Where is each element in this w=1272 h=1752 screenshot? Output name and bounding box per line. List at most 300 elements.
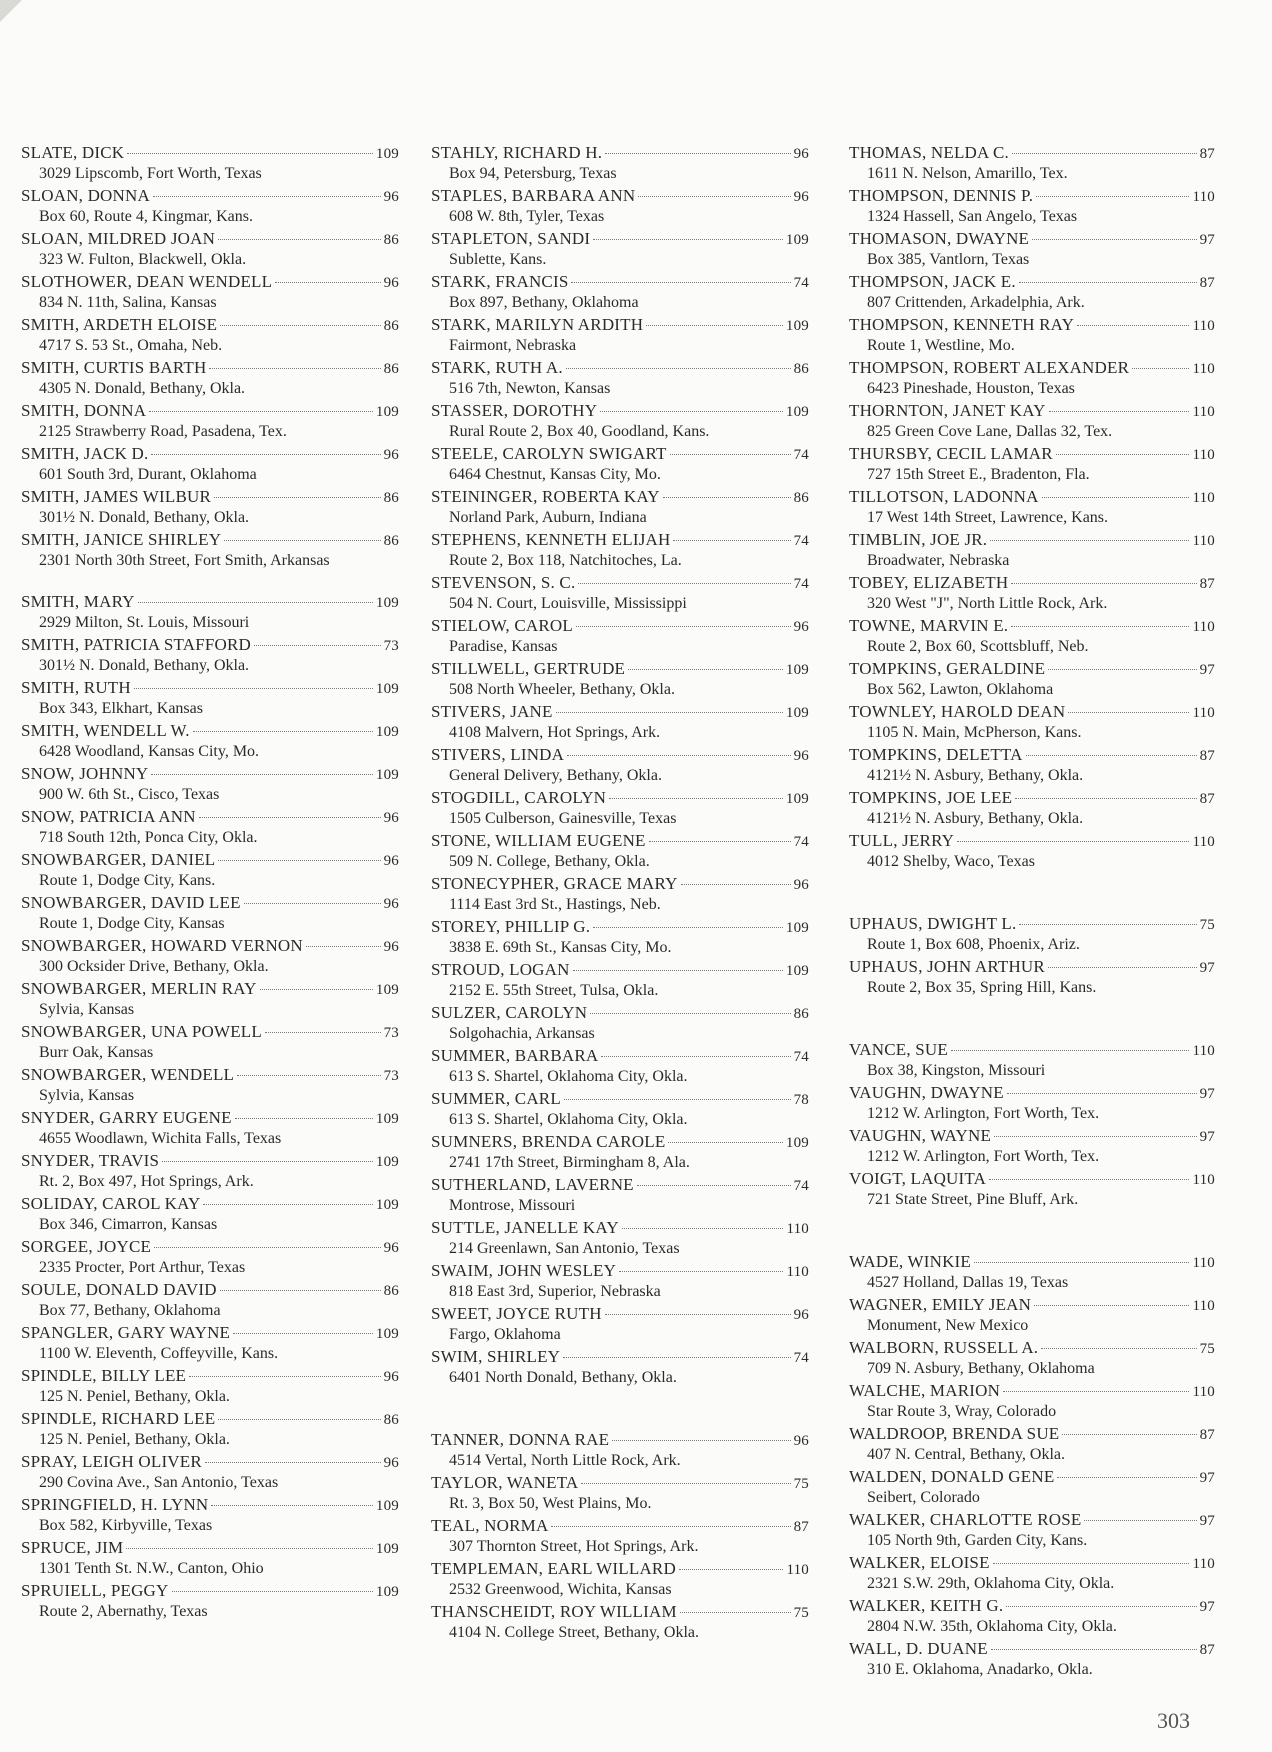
- directory-entry: [431, 1304, 809, 1347]
- page-reference: 109: [375, 1111, 399, 1127]
- student-name: STARK, FRANCIS: [431, 272, 569, 291]
- student-name: THOMPSON, KENNETH RAY: [849, 315, 1075, 334]
- student-address: 709 N. Asbury, Bethany, Oklahoma: [867, 1360, 1095, 1377]
- dot-leader: [951, 1050, 1189, 1051]
- entry-name-line: [21, 721, 399, 742]
- directory-entry: [21, 721, 399, 764]
- directory-entry: [849, 616, 1215, 659]
- student-name: SMITH, DONNA: [21, 401, 147, 420]
- student-address: 4655 Woodlawn, Wichita Falls, Texas: [39, 1130, 282, 1147]
- dot-leader: [126, 1548, 373, 1549]
- directory-entry: [849, 229, 1215, 272]
- directory-entry: [431, 1003, 809, 1046]
- student-address: 1105 N. Main, McPherson, Kans.: [867, 724, 1082, 741]
- entry-name-line: [21, 936, 399, 957]
- dot-leader: [138, 602, 373, 603]
- dot-leader: [1019, 924, 1196, 925]
- directory-entry: [849, 530, 1215, 573]
- student-name: SNOW, JOHNNY: [21, 764, 149, 783]
- page-reference: 78: [793, 1092, 809, 1108]
- entry-name-line: [21, 1022, 399, 1043]
- entry-name-line: [849, 1596, 1215, 1617]
- student-name: SNOWBARGER, HOWARD VERNON: [21, 936, 303, 955]
- directory-entry: [431, 960, 809, 1003]
- student-address: 4305 N. Donald, Bethany, Okla.: [39, 380, 246, 397]
- directory-entry: [849, 745, 1215, 788]
- page-reference: 96: [383, 1240, 399, 1256]
- dot-leader: [162, 1161, 373, 1162]
- dot-leader: [681, 884, 791, 885]
- student-name: TANNER, DONNA RAE: [431, 1430, 610, 1449]
- student-name: TOMPKINS, GERALDINE: [849, 659, 1046, 678]
- directory-entry: [849, 444, 1215, 487]
- student-name: STEVENSON, S. C.: [431, 573, 576, 592]
- student-name: STILLWELL, GERTRUDE: [431, 659, 626, 678]
- directory-entry: [21, 1022, 399, 1065]
- student-address: 2321 S.W. 29th, Oklahoma City, Okla.: [867, 1575, 1115, 1592]
- entry-name-line: [21, 487, 399, 508]
- page-reference: 110: [1192, 705, 1215, 721]
- student-address: 2804 N.W. 35th, Oklahoma City, Okla.: [867, 1618, 1117, 1635]
- page-reference: 96: [383, 1455, 399, 1471]
- page-reference: 86: [383, 318, 399, 334]
- dot-leader: [1032, 239, 1196, 240]
- student-name: SMITH, RUTH: [21, 678, 131, 697]
- page-reference: 109: [785, 920, 809, 936]
- page-reference: 74: [793, 275, 809, 291]
- student-address: 6428 Woodland, Kansas City, Mo.: [39, 743, 260, 760]
- student-name: WALCHE, MARION: [849, 1381, 1001, 1400]
- entry-name-line: [21, 1323, 399, 1344]
- dot-leader: [1026, 755, 1197, 756]
- page-reference: 109: [375, 982, 399, 998]
- dot-leader: [149, 411, 373, 412]
- student-address: 307 Thornton Street, Hot Springs, Ark.: [449, 1538, 699, 1555]
- entry-name-line: [21, 530, 399, 551]
- directory-entry: [849, 1596, 1215, 1639]
- dot-leader: [260, 989, 373, 990]
- student-address: Rt. 3, Box 50, West Plains, Mo.: [449, 1495, 652, 1512]
- entry-name-line: [431, 1046, 809, 1067]
- entry-name-line: [21, 1065, 399, 1086]
- page-reference: 86: [383, 361, 399, 377]
- student-name: SNOWBARGER, DANIEL: [21, 850, 216, 869]
- student-name: SMITH, JACK D.: [21, 444, 149, 463]
- page-reference: 86: [793, 1006, 809, 1022]
- dot-leader: [1036, 196, 1189, 197]
- dot-leader: [593, 927, 783, 928]
- directory-entry: [431, 573, 809, 616]
- directory-entry: [21, 979, 399, 1022]
- student-address: 1611 N. Nelson, Amarillo, Tex.: [867, 165, 1068, 182]
- dot-leader: [275, 282, 380, 283]
- student-address: 2532 Greenwood, Wichita, Kansas: [449, 1581, 672, 1598]
- dot-leader: [551, 1526, 790, 1527]
- directory-entry: [849, 1553, 1215, 1596]
- entry-name-line: [21, 850, 399, 871]
- directory-entry: [849, 831, 1215, 874]
- student-address: 1301 Tenth St. N.W., Canton, Ohio: [39, 1560, 264, 1577]
- directory-entry: [21, 635, 399, 678]
- student-name: SNYDER, TRAVIS: [21, 1151, 160, 1170]
- entry-name-line: [849, 659, 1215, 680]
- student-address: 310 E. Oklahoma, Anadarko, Okla.: [867, 1661, 1093, 1678]
- directory-entry: [21, 444, 399, 487]
- dot-leader: [578, 583, 790, 584]
- student-address: 4121½ N. Asbury, Bethany, Okla.: [867, 767, 1084, 784]
- entry-name-line: [21, 1366, 399, 1387]
- directory-entry: [21, 1065, 399, 1108]
- student-name: SMITH, JAMES WILBUR: [21, 487, 212, 506]
- directory-entry: [431, 1132, 809, 1175]
- dot-leader: [957, 841, 1189, 842]
- dot-leader: [571, 282, 790, 283]
- page-reference: 96: [383, 189, 399, 205]
- page-reference: 109: [785, 662, 809, 678]
- entry-name-line: [431, 487, 809, 508]
- entry-name-line: [849, 1252, 1215, 1273]
- entry-name-line: [849, 573, 1215, 594]
- dot-leader: [218, 1419, 380, 1420]
- page-reference: 96: [793, 619, 809, 635]
- student-address: 125 N. Peniel, Bethany, Okla.: [39, 1431, 230, 1448]
- directory-entry: [431, 1046, 809, 1089]
- page-reference: 73: [383, 638, 399, 654]
- page-reference: 109: [375, 1541, 399, 1557]
- page-reference: 75: [1199, 1341, 1215, 1357]
- page-reference: 110: [1192, 1255, 1215, 1271]
- dot-leader: [209, 368, 380, 369]
- student-name: UPHAUS, DWIGHT L.: [849, 914, 1017, 933]
- dot-leader: [154, 1247, 380, 1248]
- dot-leader: [563, 1357, 790, 1358]
- student-name: STROUD, LOGAN: [431, 960, 570, 979]
- dot-leader: [1062, 1434, 1196, 1435]
- page-reference: 73: [383, 1025, 399, 1041]
- dot-leader: [237, 1075, 380, 1076]
- page-reference: 110: [1192, 1556, 1215, 1572]
- student-address: 105 North 9th, Garden City, Kans.: [867, 1532, 1088, 1549]
- entry-name-line: [849, 1040, 1215, 1061]
- student-name: TEAL, NORMA: [431, 1516, 549, 1535]
- entry-name-line: [21, 272, 399, 293]
- student-name: STOGDILL, CAROLYN: [431, 788, 607, 807]
- student-name: SNOWBARGER, UNA POWELL: [21, 1022, 262, 1041]
- directory-entry: [849, 573, 1215, 616]
- entry-name-line: [431, 229, 809, 250]
- student-name: WALKER, KEITH G.: [849, 1596, 1004, 1615]
- dot-leader: [220, 1290, 381, 1291]
- student-name: WALL, D. DUANE: [849, 1639, 988, 1658]
- page-reference: 74: [793, 834, 809, 850]
- student-address: Fairmont, Nebraska: [449, 337, 577, 354]
- student-name: SNOWBARGER, MERLIN RAY: [21, 979, 257, 998]
- entry-name-line: [21, 1409, 399, 1430]
- directory-entry: [849, 1252, 1215, 1295]
- page-reference: 109: [785, 404, 809, 420]
- directory-entry: [431, 530, 809, 573]
- student-name: SLOTHOWER, DEAN WENDELL: [21, 272, 273, 291]
- directory-entry: [21, 893, 399, 936]
- page-reference: 96: [383, 939, 399, 955]
- directory-entry: [21, 487, 399, 530]
- dot-leader: [612, 1440, 790, 1441]
- student-address: 2152 E. 55th Street, Tulsa, Okla.: [449, 982, 659, 999]
- page-reference: 87: [1199, 791, 1215, 807]
- student-name: SNOW, PATRICIA ANN: [21, 807, 196, 826]
- directory-entry: [849, 1169, 1215, 1212]
- page-reference: 96: [383, 275, 399, 291]
- directory-column-3: [849, 143, 1215, 1682]
- directory-entry: [21, 1237, 399, 1280]
- directory-entry: [849, 1510, 1215, 1553]
- page-number: 303: [1157, 1708, 1190, 1733]
- student-name: STOREY, PHILLIP G.: [431, 917, 591, 936]
- dot-leader: [205, 1462, 381, 1463]
- student-address: Burr Oak, Kansas: [39, 1044, 154, 1061]
- student-name: THOMPSON, DENNIS P.: [849, 186, 1034, 205]
- directory-entry: [849, 1639, 1215, 1682]
- page-reference: 96: [383, 447, 399, 463]
- directory-entry: [431, 272, 809, 315]
- page-reference: 109: [375, 1498, 399, 1514]
- dot-leader: [991, 1649, 1197, 1650]
- student-address: 601 South 3rd, Durant, Oklahoma: [39, 466, 257, 483]
- student-address: 3029 Lipscomb, Fort Worth, Texas: [39, 165, 262, 182]
- dot-leader: [1068, 712, 1189, 713]
- page-reference: 109: [785, 232, 809, 248]
- dot-leader: [1049, 411, 1190, 412]
- page-reference: 97: [1199, 232, 1215, 248]
- student-name: TULL, JERRY: [849, 831, 955, 850]
- dot-leader: [211, 1505, 372, 1506]
- student-name: SLOAN, DONNA: [21, 186, 150, 205]
- student-name: TEMPLEMAN, EARL WILLARD: [431, 1559, 676, 1578]
- page-reference: 87: [1199, 748, 1215, 764]
- student-address: Box 385, Vantlorn, Texas: [867, 251, 1030, 268]
- page-reference: 97: [1199, 1599, 1215, 1615]
- entry-name-line: [849, 831, 1215, 852]
- page-reference: 87: [1199, 146, 1215, 162]
- entry-name-line: [431, 1175, 809, 1196]
- student-name: VOIGT, LAQUITA: [849, 1169, 987, 1188]
- student-address: 4012 Shelby, Waco, Texas: [867, 853, 1035, 870]
- student-name: WALDEN, DONALD GENE: [849, 1467, 1055, 1486]
- dot-leader: [573, 970, 783, 971]
- section-gap: [431, 1390, 809, 1430]
- entry-name-line: [849, 1510, 1215, 1531]
- entry-name-line: [849, 745, 1215, 766]
- student-name: STEELE, CAROLYN SWIGART: [431, 444, 667, 463]
- directory-entry: [849, 788, 1215, 831]
- student-name: SWAIM, JOHN WESLEY: [431, 1261, 617, 1280]
- dot-leader: [609, 798, 783, 799]
- page-reference: 109: [785, 318, 809, 334]
- directory-entry: [849, 401, 1215, 444]
- dot-leader: [1019, 282, 1197, 283]
- directory-entry: [21, 678, 399, 721]
- directory-entry: [431, 1559, 809, 1602]
- entry-name-line: [431, 1132, 809, 1153]
- student-name: SPINDLE, RICHARD LEE: [21, 1409, 216, 1428]
- page-reference: 97: [1199, 960, 1215, 976]
- directory-entry: [431, 1602, 809, 1645]
- student-address: 6464 Chestnut, Kansas City, Mo.: [449, 466, 661, 483]
- student-name: THANSCHEIDT, ROY WILLIAM: [431, 1602, 677, 1621]
- dot-leader: [1057, 1477, 1196, 1478]
- page-reference: 110: [1192, 1043, 1215, 1059]
- entry-name-line: [849, 358, 1215, 379]
- student-name: THOMPSON, JACK E.: [849, 272, 1016, 291]
- dot-leader: [637, 1185, 791, 1186]
- student-address: 407 N. Central, Bethany, Okla.: [867, 1446, 1066, 1463]
- dot-leader: [306, 946, 381, 947]
- directory-entry: [849, 914, 1215, 957]
- entry-name-line: [21, 186, 399, 207]
- entry-name-line: [21, 358, 399, 379]
- directory-entry: [849, 1467, 1215, 1510]
- dot-leader: [649, 841, 791, 842]
- page-reference: 86: [793, 490, 809, 506]
- student-address: 2335 Procter, Port Arthur, Texas: [39, 1259, 246, 1276]
- student-name: THOMPSON, ROBERT ALEXANDER: [849, 358, 1130, 377]
- entry-name-line: [849, 530, 1215, 551]
- directory-entry: [431, 444, 809, 487]
- student-address: 613 S. Shartel, Oklahoma City, Okla.: [449, 1111, 688, 1128]
- page-reference: 110: [1192, 1384, 1215, 1400]
- directory-entry: [431, 1175, 809, 1218]
- student-name: VAUGHN, WAYNE: [849, 1126, 992, 1145]
- directory-entry: [849, 957, 1215, 1000]
- dot-leader: [566, 368, 791, 369]
- student-address: Route 1, Dodge City, Kans.: [39, 872, 216, 889]
- dot-leader: [989, 1179, 1189, 1180]
- dot-leader: [1042, 497, 1190, 498]
- student-name: THORNTON, JANET KAY: [849, 401, 1046, 420]
- dot-leader: [593, 239, 783, 240]
- entry-name-line: [849, 272, 1215, 293]
- student-address: Sylvia, Kansas: [39, 1001, 135, 1018]
- page-reference: 110: [1192, 834, 1215, 850]
- entry-name-line: [849, 914, 1215, 935]
- student-address: Route 2, Abernathy, Texas: [39, 1603, 208, 1620]
- dot-leader: [990, 540, 1189, 541]
- page-reference: 96: [383, 853, 399, 869]
- page-reference: 74: [793, 533, 809, 549]
- student-address: 323 W. Fulton, Blackwell, Okla.: [39, 251, 247, 268]
- directory-entry: [21, 1366, 399, 1409]
- student-name: SMITH, CURTIS BARTH: [21, 358, 207, 377]
- entry-name-line: [849, 1381, 1215, 1402]
- dot-leader: [605, 153, 790, 154]
- page-reference: 109: [375, 404, 399, 420]
- directory-entry: [431, 788, 809, 831]
- student-address: Seibert, Colorado: [867, 1489, 980, 1506]
- dot-leader: [254, 645, 381, 646]
- page-reference: 86: [383, 232, 399, 248]
- dot-leader: [1012, 153, 1197, 154]
- directory-entry: [431, 1089, 809, 1132]
- directory-entry: [21, 186, 399, 229]
- directory-entry: [849, 1381, 1215, 1424]
- student-address: 2301 North 30th Street, Fort Smith, Arkansas: [39, 552, 330, 569]
- page-reference: 87: [1199, 275, 1215, 291]
- student-name: SPANGLER, GARY WAYNE: [21, 1323, 231, 1342]
- entry-name-line: [431, 1602, 809, 1623]
- entry-name-line: [431, 1261, 809, 1282]
- dot-leader: [172, 1591, 373, 1592]
- entry-name-line: [21, 229, 399, 250]
- student-name: SPINDLE, BILLY LEE: [21, 1366, 187, 1385]
- student-address: 818 East 3rd, Superior, Nebraska: [449, 1283, 661, 1300]
- entry-name-line: [849, 444, 1215, 465]
- dot-leader: [668, 1142, 782, 1143]
- directory-entry: [21, 272, 399, 315]
- entry-name-line: [431, 1218, 809, 1239]
- student-address: 1100 W. Eleventh, Coffeyville, Kans.: [39, 1345, 279, 1362]
- dot-leader: [564, 1099, 791, 1100]
- directory-entry: [849, 1295, 1215, 1338]
- student-address: Solgohachia, Arkansas: [449, 1025, 595, 1042]
- entry-name-line: [431, 1559, 809, 1580]
- entry-name-line: [21, 592, 399, 613]
- directory-entry: [431, 1218, 809, 1261]
- student-name: SPRUIELL, PEGGY: [21, 1581, 169, 1600]
- entry-name-line: [431, 358, 809, 379]
- page-reference: 110: [786, 1264, 809, 1280]
- directory-entry: [431, 315, 809, 358]
- dot-leader: [605, 1314, 791, 1315]
- dot-leader: [1006, 1606, 1196, 1607]
- student-name: THOMASON, DWAYNE: [849, 229, 1030, 248]
- dot-leader: [1048, 669, 1196, 670]
- dot-leader: [189, 1376, 380, 1377]
- student-name: STIELOW, CAROL: [431, 616, 573, 635]
- entry-name-line: [849, 1169, 1215, 1190]
- student-address: Sylvia, Kansas: [39, 1087, 135, 1104]
- entry-name-line: [21, 444, 399, 465]
- dot-leader: [638, 196, 790, 197]
- dot-leader: [576, 626, 791, 627]
- entry-name-line: [431, 530, 809, 551]
- entry-name-line: [849, 143, 1215, 164]
- student-address: 509 N. College, Bethany, Okla.: [449, 853, 650, 870]
- dot-leader: [1048, 967, 1197, 968]
- student-address: 301½ N. Donald, Bethany, Okla.: [39, 657, 250, 674]
- directory-column-1: [21, 143, 399, 1624]
- directory-entry: [21, 807, 399, 850]
- student-address: General Delivery, Bethany, Okla.: [449, 767, 662, 784]
- directory-entry: [21, 1452, 399, 1495]
- directory-entry: [21, 1280, 399, 1323]
- student-address: 4514 Vertal, North Little Rock, Ark.: [449, 1452, 681, 1469]
- entry-name-line: [431, 272, 809, 293]
- entry-name-line: [849, 1338, 1215, 1359]
- student-name: STEPHENS, KENNETH ELIJAH: [431, 530, 671, 549]
- student-address: Monument, New Mexico: [867, 1317, 1029, 1334]
- student-address: 1212 W. Arlington, Fort Worth, Tex.: [867, 1148, 1100, 1165]
- entry-name-line: [849, 957, 1215, 978]
- entry-name-line: [431, 917, 809, 938]
- student-name: SPRUCE, JIM: [21, 1538, 124, 1557]
- page-reference: 109: [375, 595, 399, 611]
- entry-name-line: [21, 1538, 399, 1559]
- dot-leader: [581, 1483, 790, 1484]
- student-address: Box 94, Petersburg, Texas: [449, 165, 617, 182]
- directory-entry: [849, 272, 1215, 315]
- page-reference: 110: [1192, 447, 1215, 463]
- student-address: 4108 Malvern, Hot Springs, Ark.: [449, 724, 661, 741]
